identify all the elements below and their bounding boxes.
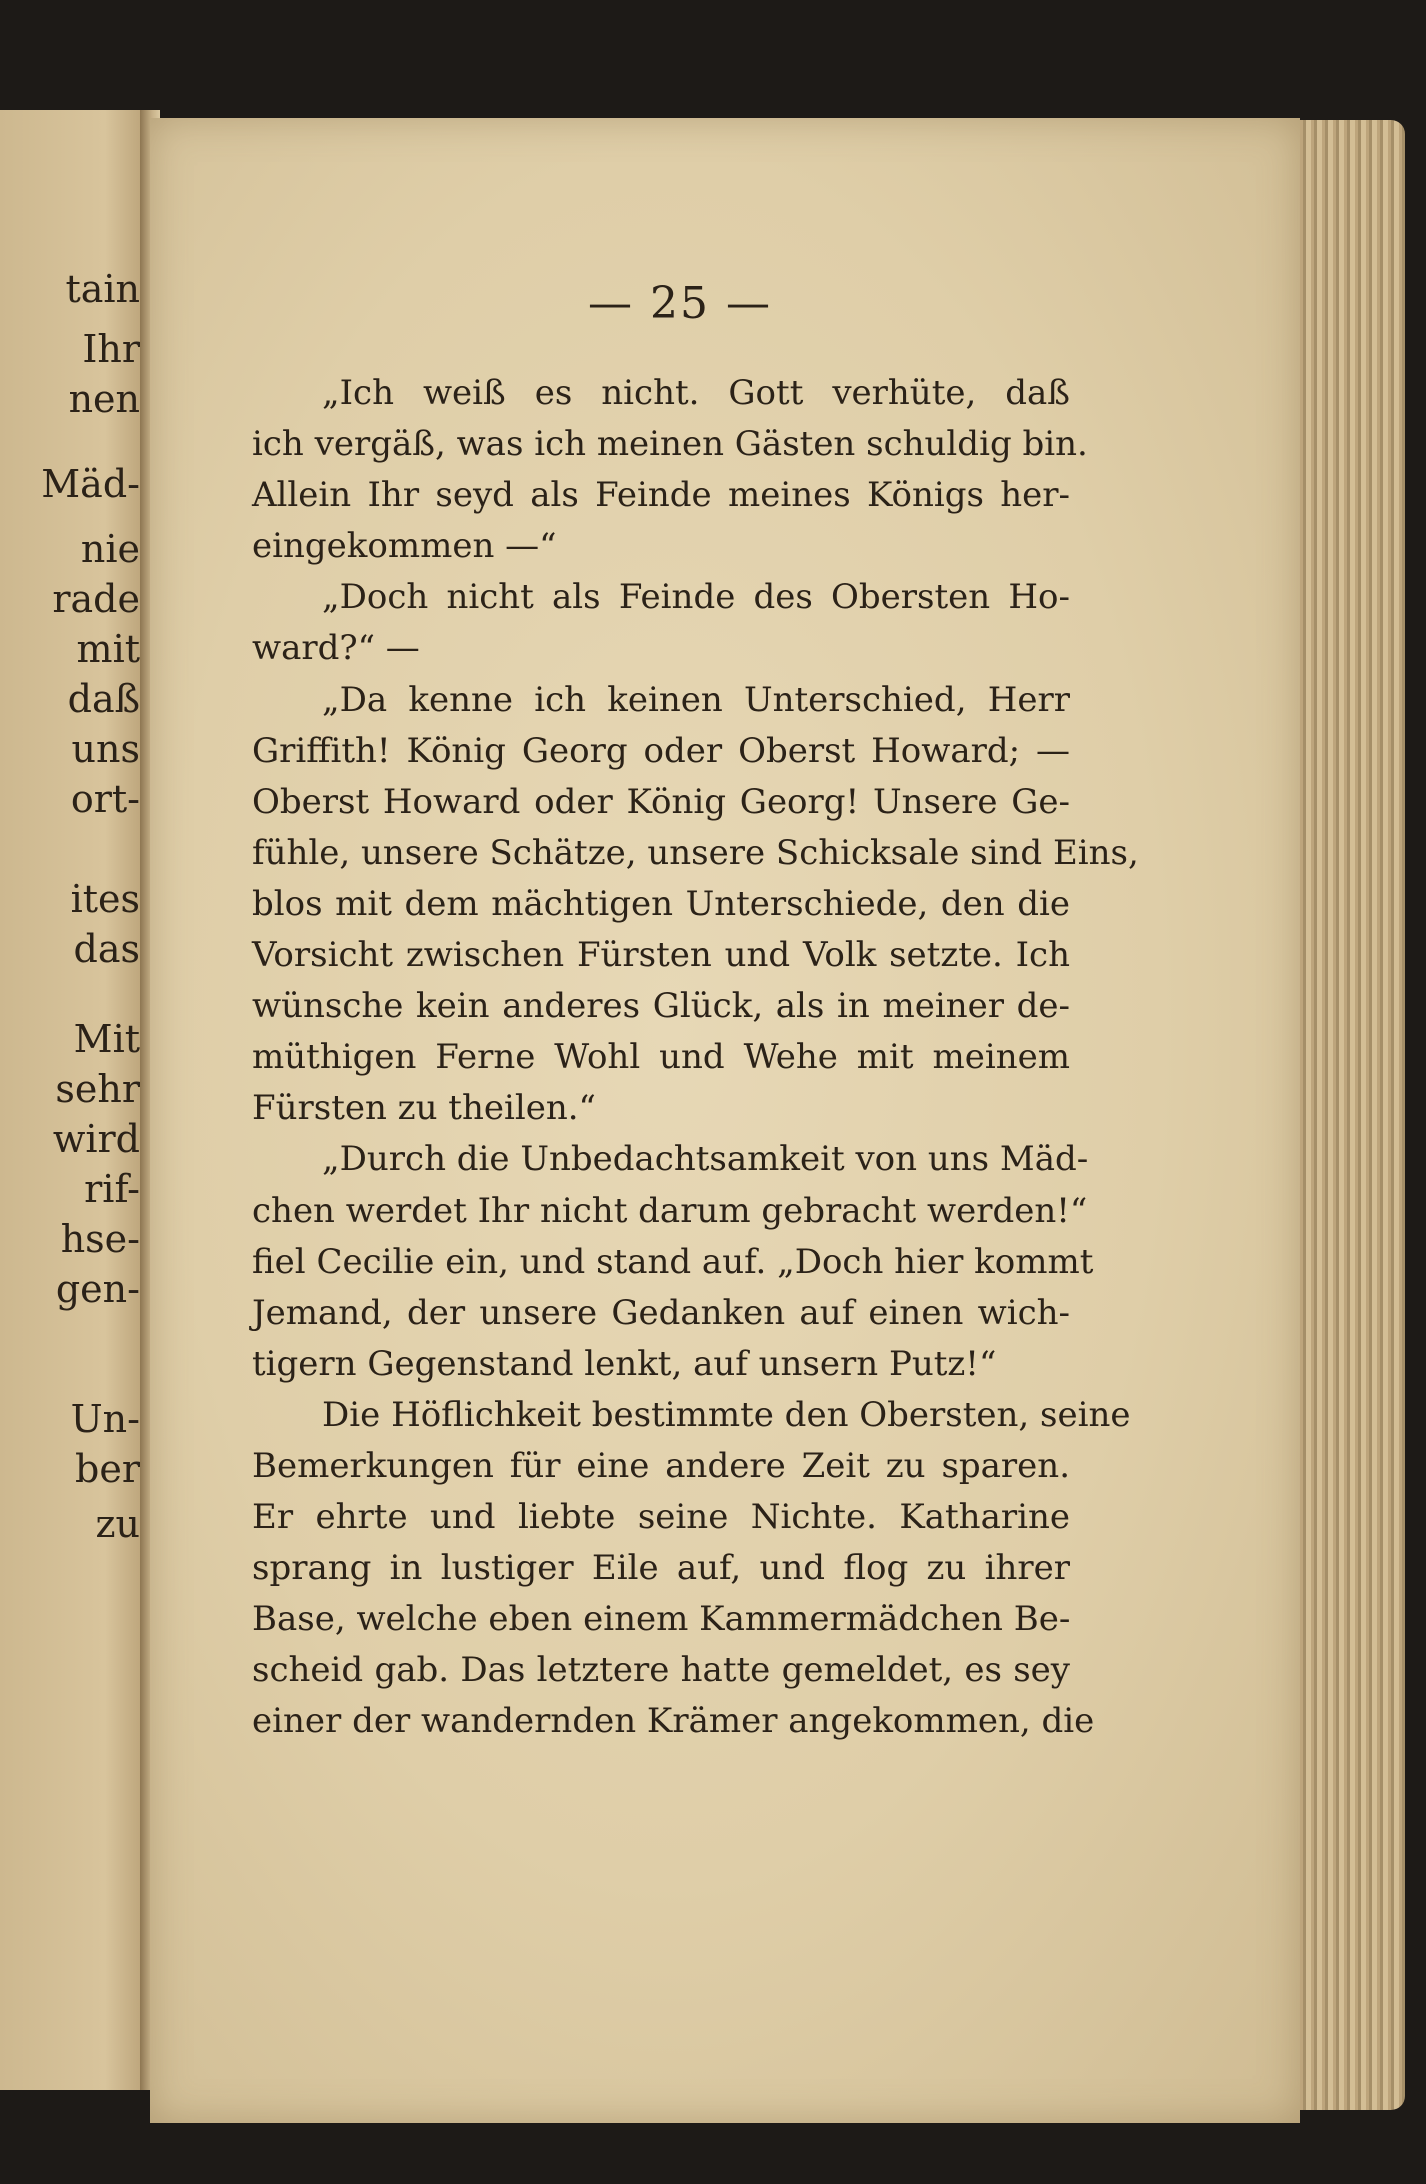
text-line: „Da kenne ich keinen Unterschied, Herr [322,679,1070,720]
left-page-fragment: mit [76,627,140,671]
left-page-fragment: zu [95,1502,140,1546]
left-page-fragment: ber [75,1447,140,1491]
text-line: Oberst Howard oder König Georg! Unsere Ge- [252,781,1070,822]
text-line: eingekommen —“ [252,526,557,567]
left-page-fragment: wird [52,1117,140,1161]
left-page-fragment: rif- [84,1167,140,1211]
text-line: ward?“ — [252,628,420,669]
text-line: „Ich weiß es nicht. Gott verhüte, daß [322,373,1070,413]
text-line: blos mit dem mächtigen Unterschiede, den die [252,883,1070,924]
text-line: wünsche kein anderes Glück, als in meiner de- [252,986,1070,1027]
text-line: Er ehrte und liebte seine Nichte. Katharine [252,1497,1070,1538]
left-page-fragment: das [73,927,140,971]
left-page-fragment: rade [52,577,140,621]
text-line: „Durch die Unbedachtsamkeit von uns Mäd- [322,1139,1089,1180]
text-line: Griffith! König Georg oder Oberst Howard; — [252,730,1070,771]
left-page-fragment: uns [71,727,140,771]
text-line: tigern Gegenstand lenkt, auf unsern Putz!“ [252,1343,997,1384]
text-line: „Doch nicht als Feinde des Obersten Ho- [322,577,1070,618]
text-line: Base, welche eben einem Kammermädchen Be- [252,1599,1071,1640]
left-page-fragment: daß [67,677,140,721]
left-page-fragment: nie [80,527,140,571]
text-line: Allein Ihr seyd als Feinde meines Königs her- [252,475,1070,516]
left-page-fragment: Mit [73,1017,140,1061]
text-line: ich vergäß, was ich meinen Gästen schuldig bin. [252,424,1088,465]
left-page-fragment: ites [70,877,140,921]
body-text [252,368,1139,1748]
left-page-fragment: Mäd- [41,462,140,506]
text-line: müthigen Ferne Wohl und Wehe mit meinem [252,1037,1070,1078]
left-page-fragment: Ihr [82,327,140,371]
text-line: Die Höflichkeit bestimmte den Obersten, seine [322,1394,1131,1435]
book-page [150,118,1300,2123]
text-line: Bemerkungen für eine andere Zeit zu sparen. [252,1445,1070,1486]
text-line: fiel Cecilie ein, und stand auf. „Doch hier kommt [252,1241,1094,1282]
left-page-fragment: nen [68,377,140,421]
page-number: — 25 — [588,278,772,329]
text-line: scheid gab. Das letztere hatte gemeldet, es sey [252,1650,1070,1691]
text-line: sprang in lustiger Eile auf, und flog zu ihrer [252,1548,1070,1589]
left-page-fragment: gen- [55,1267,140,1311]
text-line: fühle, unsere Schätze, unsere Schicksale sind Eins, [252,832,1139,873]
left-page-fragment: Un- [70,1397,140,1441]
text-line: chen werdet Ihr nicht darum gebracht werden!“ [252,1190,1088,1231]
text-line: Vorsicht zwischen Fürsten und Volk setzte. Ich [252,935,1070,976]
left-page-fragment: sehr [55,1067,140,1111]
text-line: einer der wandernden Krämer angekommen, die [252,1701,1095,1742]
previous-page-edge [0,110,150,2090]
left-page-fragment: hse- [60,1217,140,1261]
text-line: Fürsten zu theilen.“ [252,1088,596,1129]
text-line: Jemand, der unsere Gedanken auf einen wich- [252,1292,1070,1333]
left-page-fragment: ort- [70,777,140,821]
left-page-fragment: tain [65,267,140,311]
